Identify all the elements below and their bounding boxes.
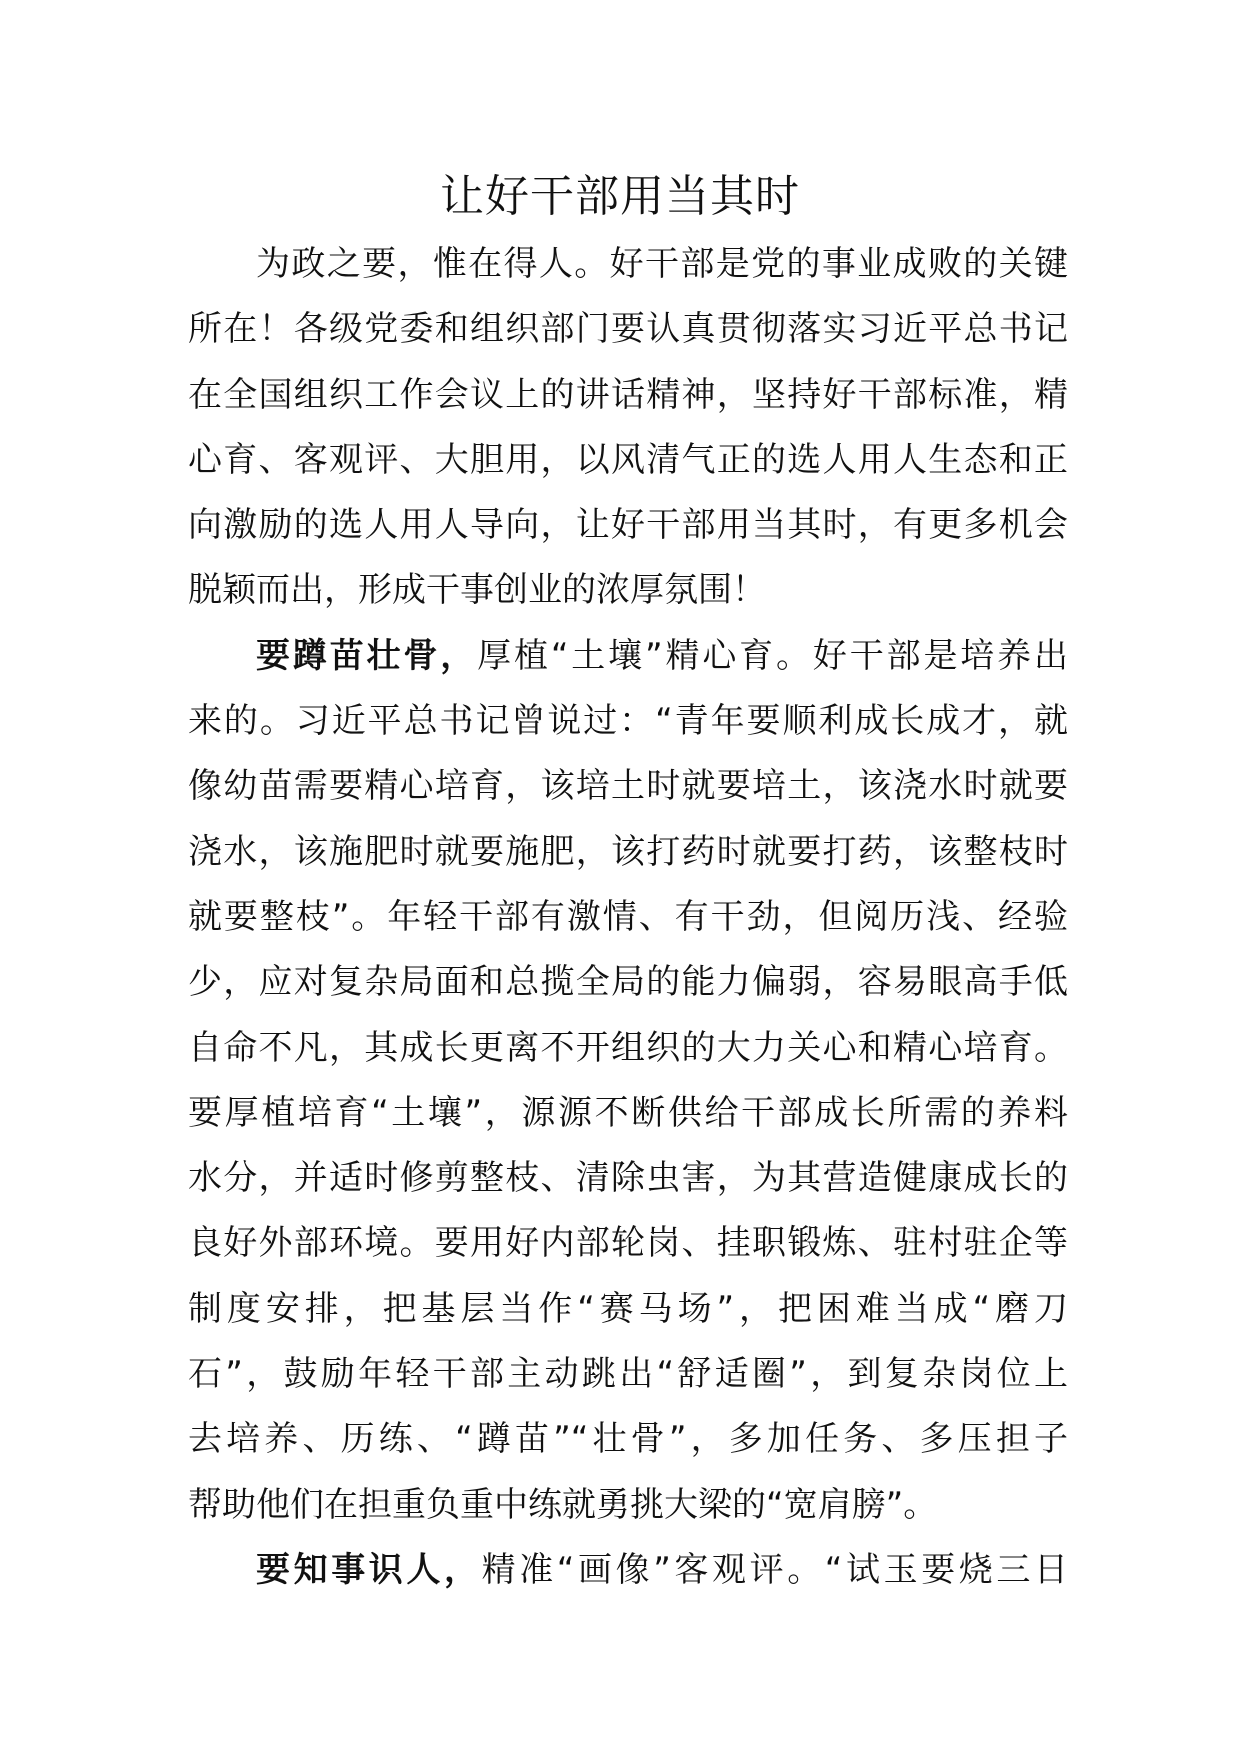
text-line-9: 像幼苗需要精心培育，该培土时就要培土，该浇水时就要	[188, 766, 1068, 807]
paragraph-heading-2-bold: 要知事识人，	[256, 1549, 482, 1590]
text-line-15: 水分，并适时修剪整枝、清除虫害，为其营造健康成长的	[188, 1158, 1068, 1199]
text-line-1: 为政之要，惟在得人。好干部是党的事业成败的关键	[256, 244, 1068, 284]
text-line-20: 帮助他们在担重负重中练就勇挑大梁的“宽肩膀”。	[188, 1484, 938, 1525]
text-line-14: 要厚植培育“土壤”，源源不断供给干部成长所需的养料	[188, 1092, 1068, 1133]
text-line-12: 少，应对复杂局面和总揽全局的能力偏弱，容易眼高手低	[188, 962, 1068, 1003]
text-line-13: 自命不凡，其成长更离不开组织的大力关心和精心培育。	[188, 1027, 1068, 1068]
text-line-6: 脱颖而出，形成干事创业的浓厚氛围！	[188, 570, 766, 611]
text-line-10: 浇水，该施肥时就要施肥，该打药时就要打药，该整枝时	[188, 831, 1068, 872]
paragraph-heading-1-rest: 厚植“土壤”精心育。好干部是培养出	[477, 635, 1069, 676]
text-line-4: 心育、客观评、大胆用，以风清气正的选人用人生态和正	[188, 439, 1068, 480]
paragraph-heading-1	[188, 624, 1068, 689]
text-line-11: 就要整枝”。年轻干部有激情、有干劲，但阅历浅、经验	[188, 896, 1068, 937]
text-line-16: 良好外部环境。要用好内部轮岗、挂职锻炼、驻村驻企等	[188, 1223, 1068, 1264]
document-body	[188, 232, 1068, 1603]
paragraph-heading-2	[188, 1538, 1068, 1603]
text-line-18: 石”，鼓励年轻干部主动跳出“舒适圈”，到复杂岗位上	[188, 1354, 1068, 1395]
text-line-19: 去培养、历练、“蹲苗”“壮骨”，多加任务、多压担子	[188, 1419, 1068, 1460]
text-line-2: 所在！各级党委和组织部门要认真贯彻落实习近平总书记	[188, 309, 1068, 350]
paragraph-heading-1-bold: 要蹲苗壮骨，	[256, 635, 478, 676]
text-line-8: 来的。习近平总书记曾说过：“青年要顺利成长成才，就	[188, 701, 1068, 742]
paragraph-heading-2-rest: 精准“画像”客观评。“试玉要烧三日	[481, 1549, 1069, 1590]
text-line-5: 向激励的选人用人导向，让好干部用当其时，有更多机会	[188, 505, 1068, 546]
text-line-17: 制度安排，把基层当作“赛马场”，把困难当成“磨刀	[188, 1288, 1068, 1329]
document-title: 让好干部用当其时	[440, 171, 800, 222]
text-line-3: 在全国组织工作会议上的讲话精神，坚持好干部标准，精	[188, 374, 1068, 415]
